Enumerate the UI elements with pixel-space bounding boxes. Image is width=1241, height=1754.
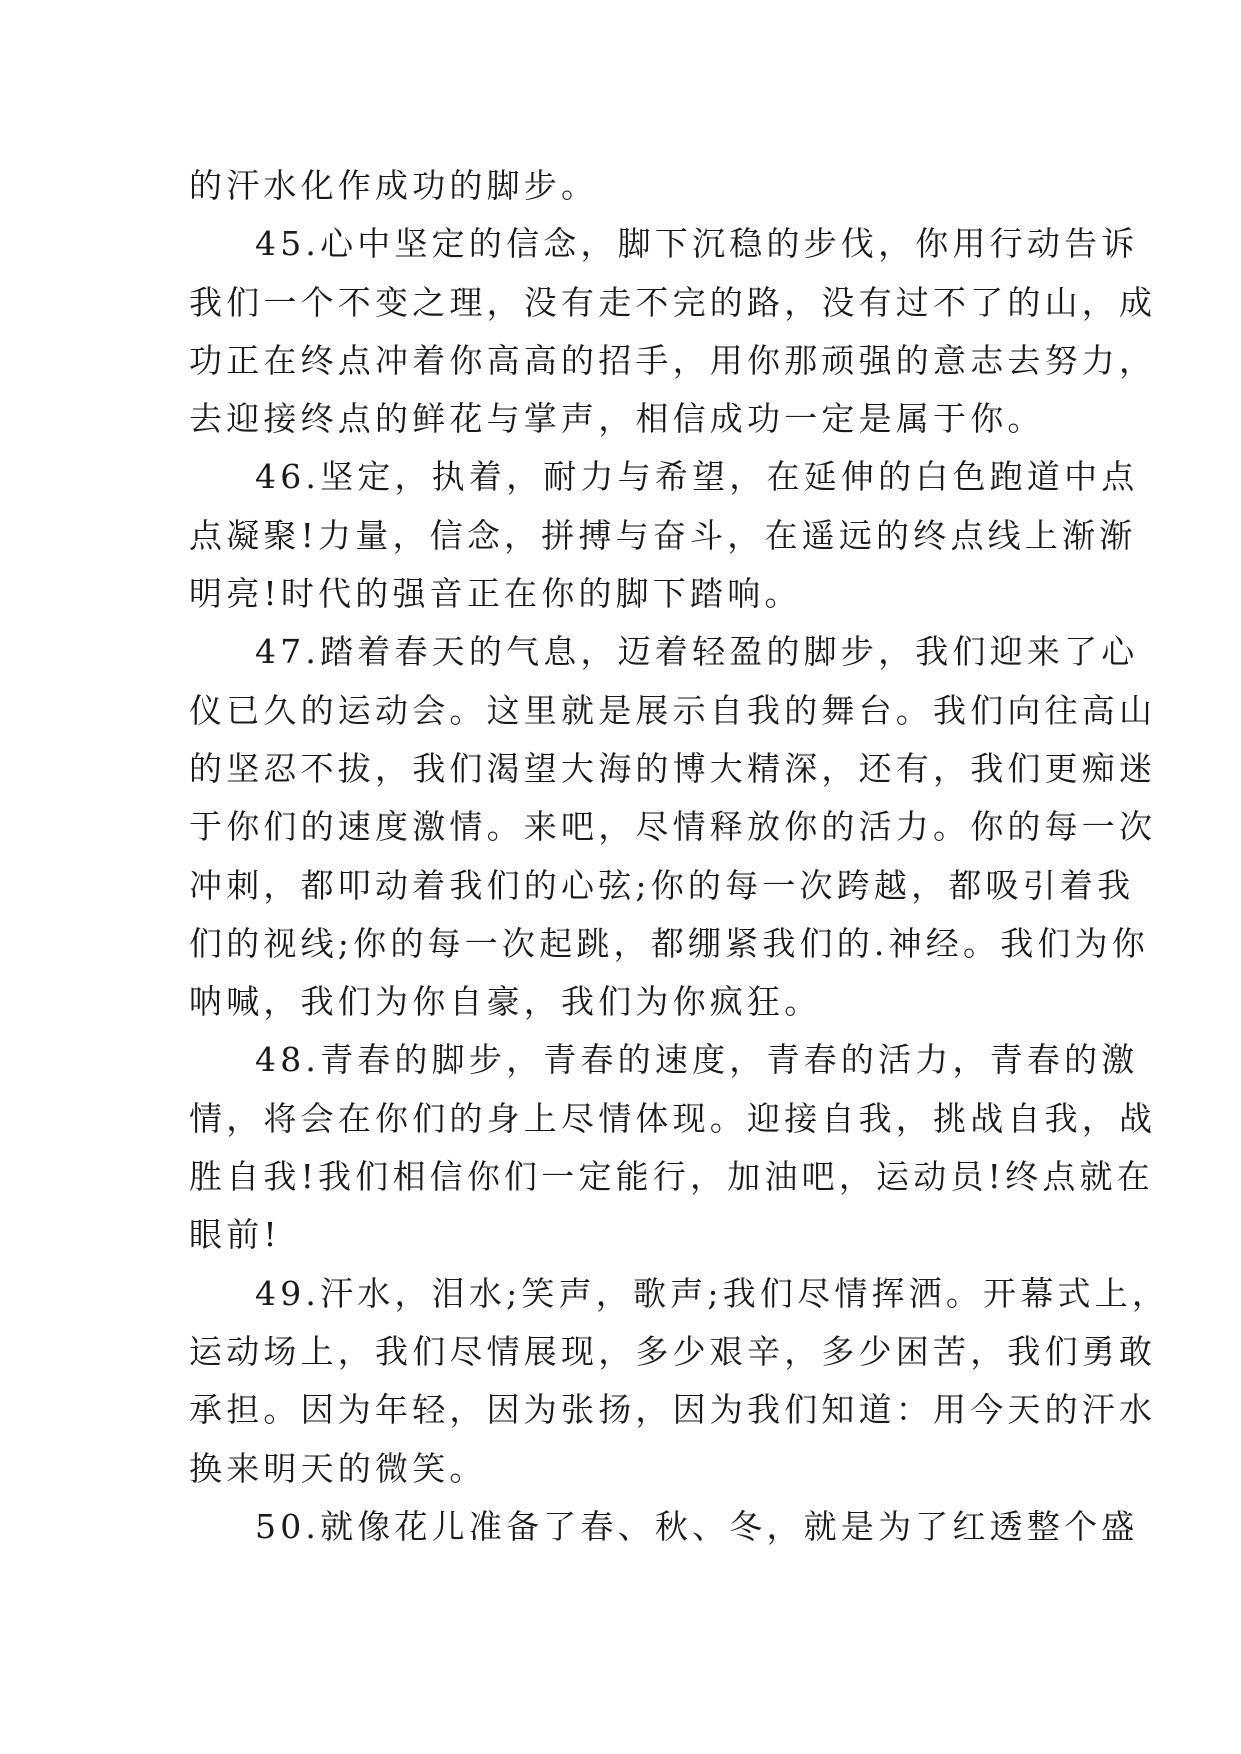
paragraph-first-line: 47.踏着春天的气息，迈着轻盈的脚步，我们迎来了心 xyxy=(255,632,1139,672)
paragraph-first-line: 49.汗水，泪水;笑声，歌声;我们尽情挥洒。开幕式上， xyxy=(255,1273,1170,1313)
text-line: 明亮!时代的强音正在你的脚下踏响。 xyxy=(189,574,802,614)
text-line: 的汗水化作成功的脚步。 xyxy=(189,166,599,205)
text-line: 仪已久的运动会。这里就是展示自我的舞台。我们向往高山 xyxy=(189,690,1157,730)
paragraph-first-line: 46.坚定，执着，耐力与希望，在延伸的白色跑道中点 xyxy=(255,457,1139,497)
text-line: 运动场上，我们尽情展现，多少艰辛，多少困苦，我们勇敢 xyxy=(189,1331,1157,1371)
text-line: 冲刺，都叩动着我们的心弦;你的每一次跨越，都吸引着我 xyxy=(189,865,1135,905)
body-text xyxy=(189,157,1170,1556)
text-line: 承担。因为年轻，因为张扬，因为我们知道：用今天的汗水 xyxy=(189,1390,1157,1430)
text-line: 情，将会在你们的身上尽情体现。迎接自我，挑战自我，战 xyxy=(189,1098,1157,1138)
text-line: 眼前! xyxy=(189,1215,281,1255)
text-line: 于你们的速度激情。来吧，尽情释放你的活力。你的每一次 xyxy=(189,807,1157,847)
paragraph-first-line: 45.心中坚定的信念，脚下沉稳的步伐，你用行动告诉 xyxy=(255,224,1139,264)
text-line: 胜自我!我们相信你们一定能行，加油吧，运动员!终点就在 xyxy=(189,1157,1154,1197)
text-line: 我们一个不变之理，没有走不完的路，没有过不了的山，成 xyxy=(189,282,1157,322)
paragraph-first-line: 48.青春的脚步，青春的速度，青春的活力，青春的激 xyxy=(255,1040,1139,1080)
text-line: 去迎接终点的鲜花与掌声，相信成功一定是属于你。 xyxy=(189,399,1045,439)
text-line: 换来明天的微笑。 xyxy=(189,1448,487,1488)
text-line: 功正在终点冲着你高高的招手，用你那顽强的意志去努力， xyxy=(189,340,1157,380)
text-line: 呐喊，我们为你自豪，我们为你疯狂。 xyxy=(189,982,822,1022)
paragraph-first-line: 50.就像花儿准备了春、秋、冬，就是为了红透整个盛 xyxy=(255,1506,1139,1546)
text-line: 的坚忍不拔，我们渴望大海的博大精深，还有，我们更痴迷 xyxy=(189,748,1157,788)
text-line: 们的视线;你的每一次起跳，都绷紧我们的.神经。我们为你 xyxy=(189,923,1150,963)
text-line: 点凝聚!力量，信念，拼搏与奋斗，在遥远的终点线上渐渐 xyxy=(189,515,1137,555)
